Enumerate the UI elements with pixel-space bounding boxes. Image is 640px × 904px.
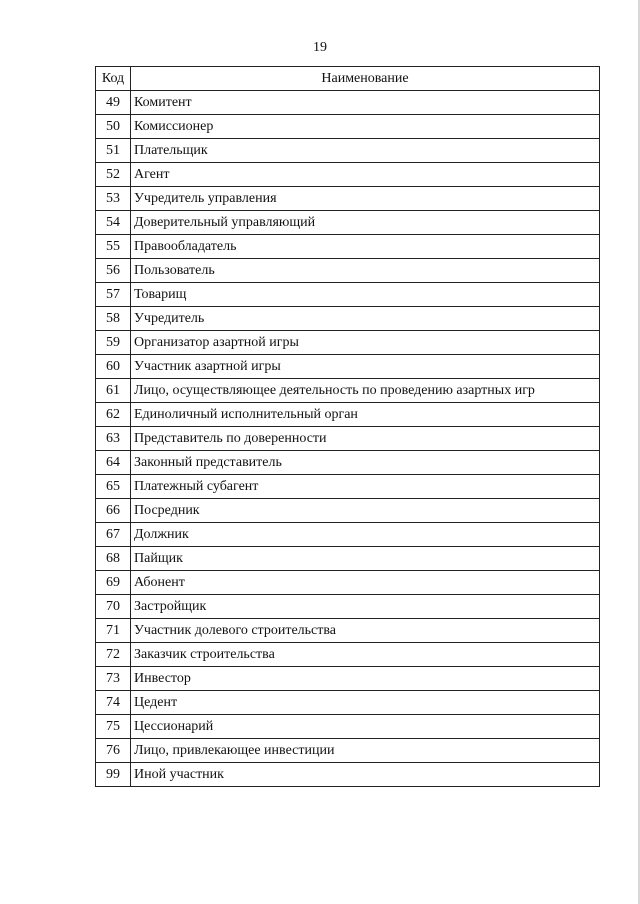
table-row [96,715,600,739]
code-cell: 69 [96,571,131,595]
table-body [96,91,600,787]
table-row [96,547,600,571]
name-cell: Абонент [131,571,600,595]
name-cell: Организатор азартной игры [131,331,600,355]
name-cell: Представитель по доверенности [131,427,600,451]
name-cell: Лицо, осуществляющее деятельность по проведению азартных игр [131,379,600,403]
header-row [96,67,600,91]
code-cell: 68 [96,547,131,571]
code-cell: 63 [96,427,131,451]
table-row [96,595,600,619]
table-row [96,523,600,547]
name-cell: Правообладатель [131,235,600,259]
name-cell: Застройщик [131,595,600,619]
table-row [96,379,600,403]
table-row [96,403,600,427]
name-cell: Законный представитель [131,451,600,475]
code-cell: 64 [96,451,131,475]
participant-codes-table [95,66,600,787]
table-row [96,235,600,259]
code-cell: 56 [96,259,131,283]
name-cell: Иной участник [131,763,600,787]
table-row [96,451,600,475]
table-row [96,283,600,307]
code-cell: 76 [96,739,131,763]
code-cell: 61 [96,379,131,403]
code-cell: 57 [96,283,131,307]
name-cell: Комитент [131,91,600,115]
table-row [96,115,600,139]
code-cell: 49 [96,91,131,115]
table-row [96,571,600,595]
name-cell: Лицо, привлекающее инвестиции [131,739,600,763]
name-cell: Цессионарий [131,715,600,739]
table-row [96,667,600,691]
table-row [96,187,600,211]
name-cell: Учредитель управления [131,187,600,211]
table-row [96,139,600,163]
code-cell: 58 [96,307,131,331]
table-row [96,763,600,787]
code-cell: 51 [96,139,131,163]
code-cell: 71 [96,619,131,643]
name-cell: Единоличный исполнительный орган [131,403,600,427]
code-cell: 66 [96,499,131,523]
table-row [96,499,600,523]
code-cell: 65 [96,475,131,499]
name-cell: Плательщик [131,139,600,163]
table-row [96,475,600,499]
name-cell: Участник долевого строительства [131,619,600,643]
table-row [96,619,600,643]
name-cell: Комиссионер [131,115,600,139]
code-cell: 99 [96,763,131,787]
table-row [96,427,600,451]
code-cell: 62 [96,403,131,427]
code-cell: 53 [96,187,131,211]
table-row [96,163,600,187]
table-row [96,691,600,715]
code-cell: 55 [96,235,131,259]
code-column-header: Код [96,67,131,91]
table-row [96,355,600,379]
name-cell: Инвестор [131,667,600,691]
page-number: 19 [313,40,327,55]
code-cell: 50 [96,115,131,139]
name-cell: Пользователь [131,259,600,283]
name-cell: Должник [131,523,600,547]
table-row [96,307,600,331]
table-row [96,739,600,763]
name-cell: Товарищ [131,283,600,307]
table-row [96,331,600,355]
table-row [96,259,600,283]
name-cell: Заказчик строительства [131,643,600,667]
name-cell: Доверительный управляющий [131,211,600,235]
name-cell: Посредник [131,499,600,523]
name-cell: Пайщик [131,547,600,571]
code-cell: 59 [96,331,131,355]
name-cell: Цедент [131,691,600,715]
code-cell: 60 [96,355,131,379]
code-cell: 54 [96,211,131,235]
code-cell: 67 [96,523,131,547]
name-cell: Агент [131,163,600,187]
code-cell: 75 [96,715,131,739]
table-row [96,91,600,115]
name-cell: Платежный субагент [131,475,600,499]
name-column-header: Наименование [131,67,600,91]
name-cell: Учредитель [131,307,600,331]
table-row [96,643,600,667]
code-cell: 70 [96,595,131,619]
code-cell: 72 [96,643,131,667]
name-cell: Участник азартной игры [131,355,600,379]
table-header [96,67,600,91]
table-row [96,211,600,235]
code-cell: 52 [96,163,131,187]
code-cell: 74 [96,691,131,715]
code-cell: 73 [96,667,131,691]
